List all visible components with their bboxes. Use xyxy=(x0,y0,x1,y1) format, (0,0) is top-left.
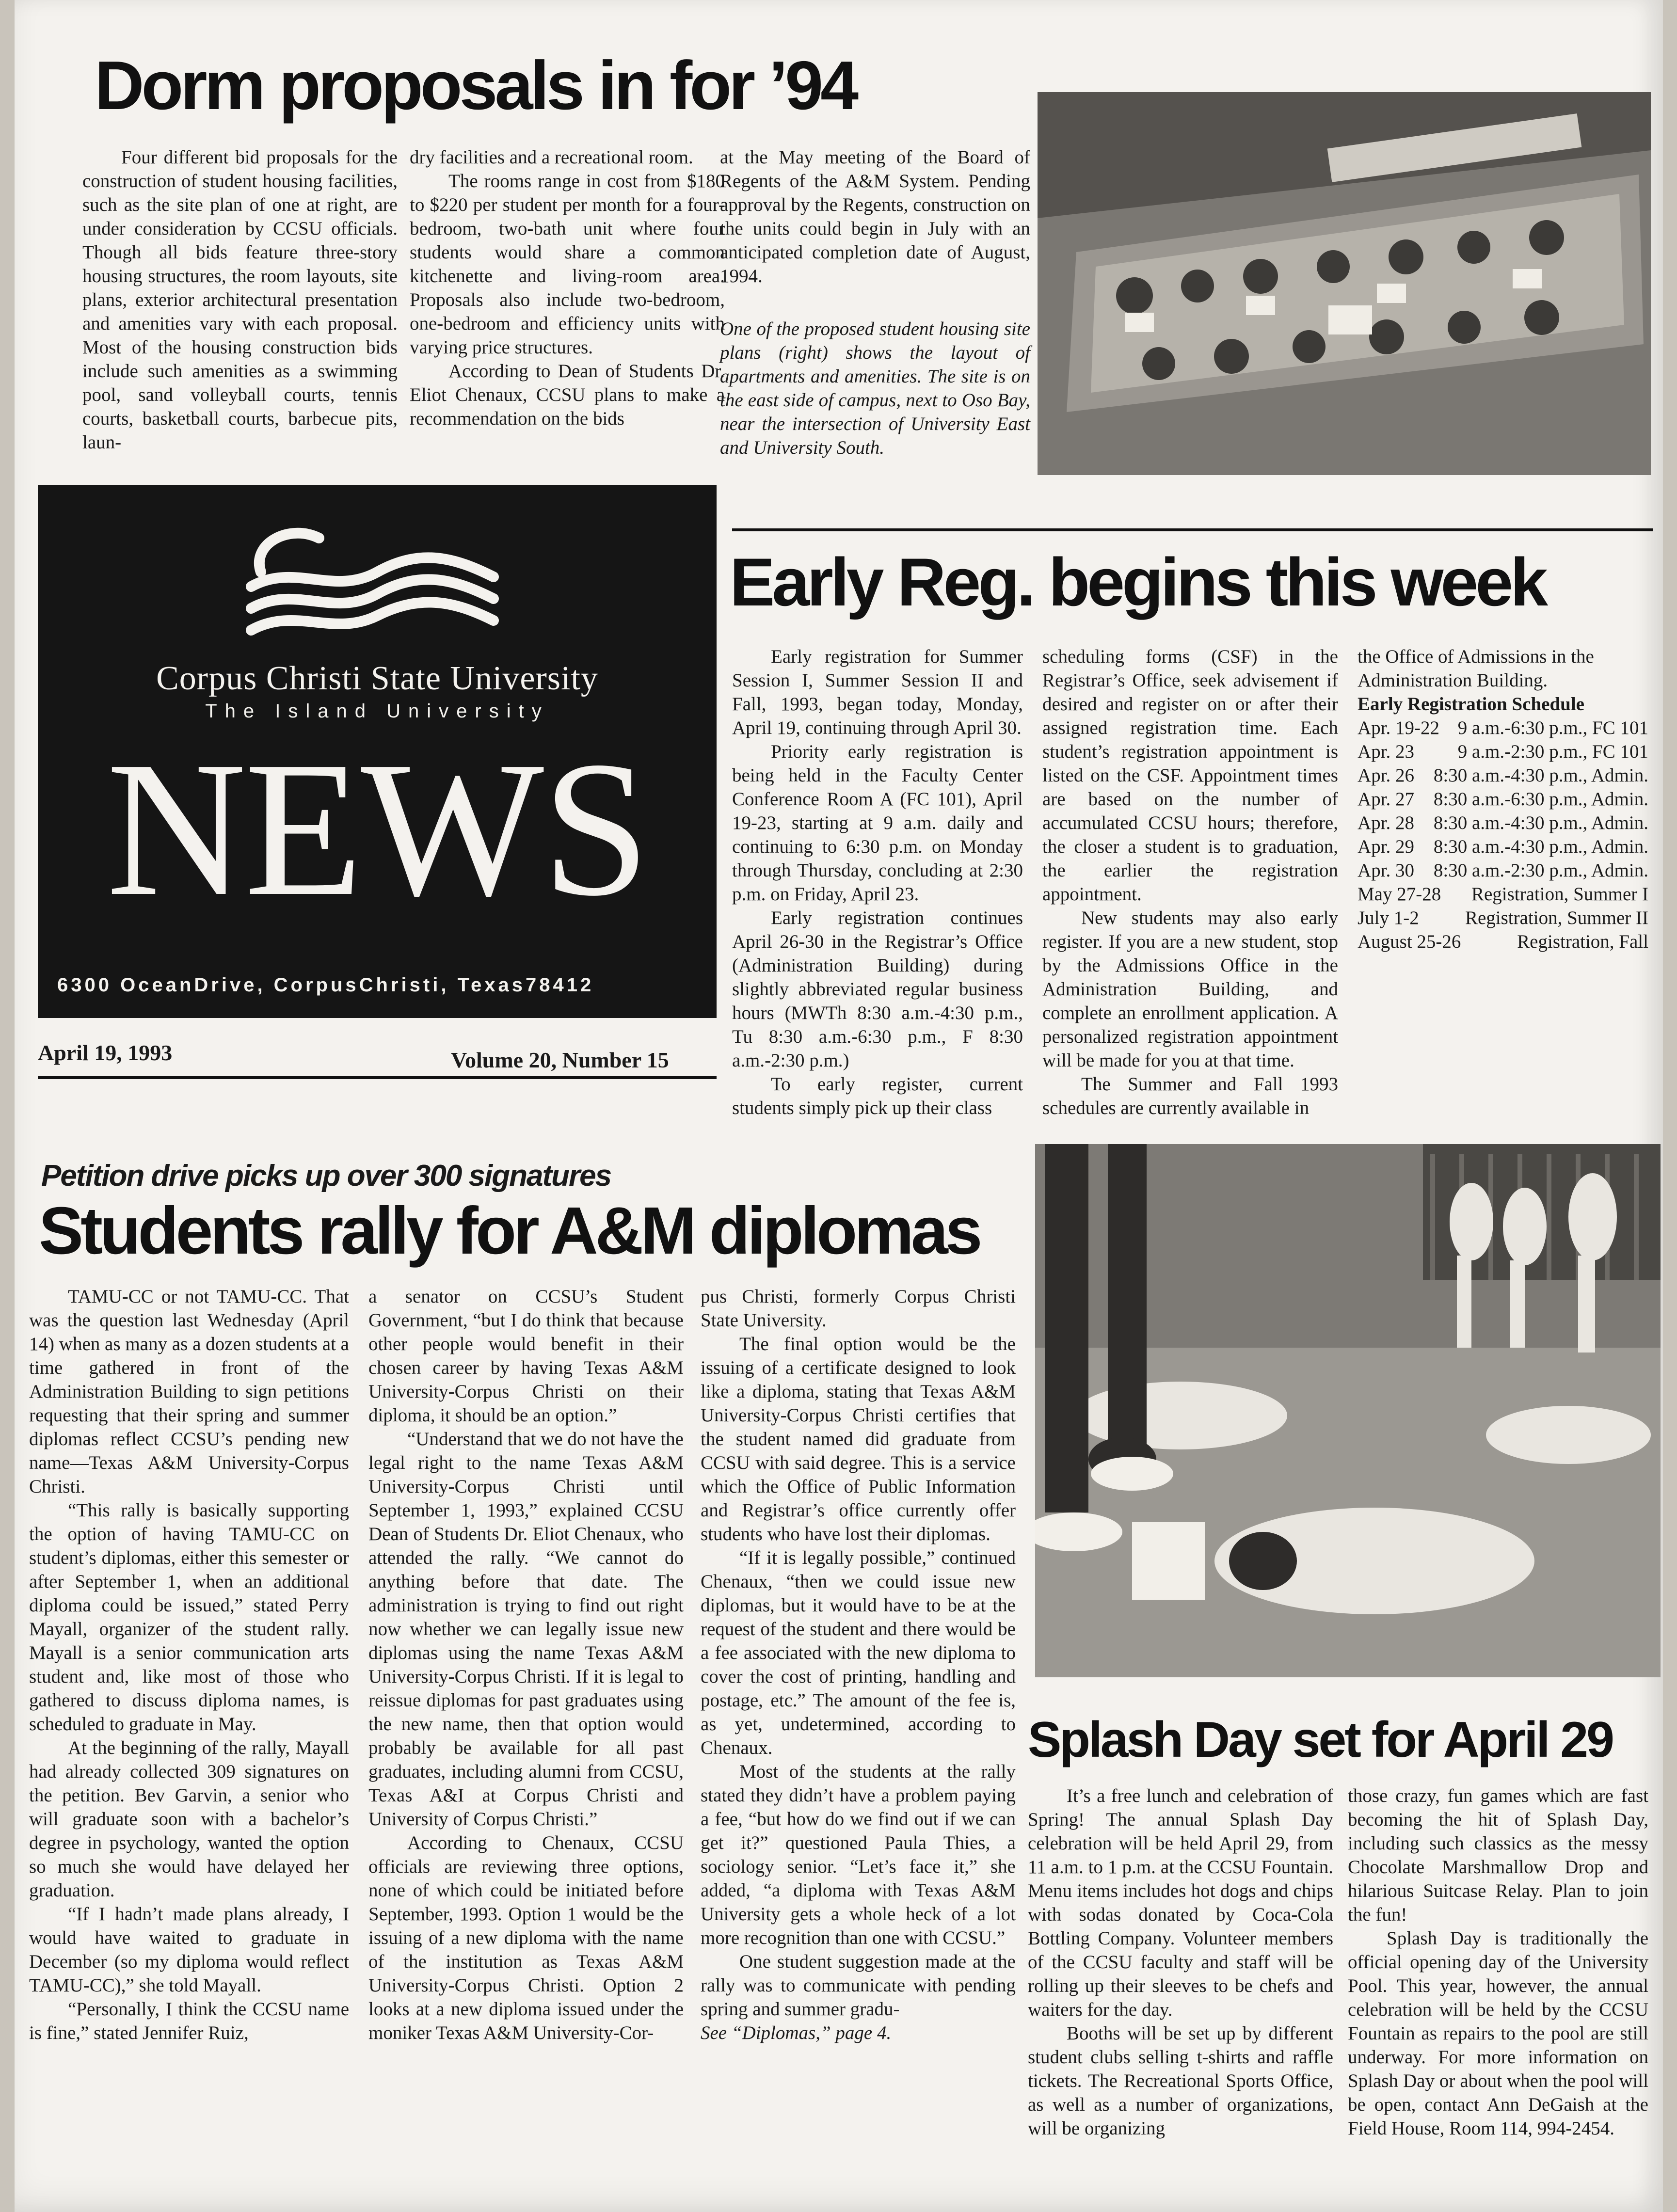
site-plan-illustration xyxy=(1038,92,1651,475)
schedule-row: August 25-26 Registration, Fall xyxy=(1358,931,1648,952)
reg-headline: Early Reg. begins this week xyxy=(730,544,1545,620)
masthead-rule xyxy=(38,1076,717,1079)
reg-col-2: scheduling forms (CSF) in the Registrar’s Office, seek advisement if desired and register on or after their assigned registration time. Each student’s registration appointment is listed on the CSF. Appointment times are based on the number of accumulated CCSU hours; therefore, the closer a student is to graduation, the earlier the registration appointment. New students may also early register. If you are a new student, stop by the Admissions Office in the Administration Building, and complete an enrollment application. A personalized registration appointment will be made for you at that time. The Summer and Fall 1993 schedules are currently available in xyxy=(1042,646,1338,1118)
masthead xyxy=(38,485,717,1018)
dorm-col-1: Four different bid proposals for the construction of student housing facilities, such as the site plan of one at right, are under consideration by CCSU officials. Though all bids feature three-story housing structures, the room layouts, site plans, exterior architectural presentation and amenities vary with each proposal. Most of the housing construction bids include such amenities as a swimming pool, sand volleyball courts, tennis courts, basketball courts, barbecue pits, laun- xyxy=(82,147,398,453)
schedule-row: July 1-2 Registration, Summer II xyxy=(1358,907,1648,928)
issue-date: April 19, 1993 xyxy=(38,1040,173,1065)
rally-headline: Students rally for A&M diplomas xyxy=(39,1194,980,1268)
site-plan-photo xyxy=(1038,92,1651,475)
splash-col-2: those crazy, fun games which are fast becoming the hit of Splash Day, including such classics as the messy Chocolate Marshmallow Drop and hilarious Suitcase Relay. Plan to join the fun! Splash Day is traditionally the official opening day of the University Pool. This year, however, the annual celebration will be held by the CCSU Fountain as repairs to the pool are still underway. For more information on Splash Day or about when the pool will be open, contact Ann DeGaish at the Field House, Room 114, 994-2454. xyxy=(1348,1785,1648,2139)
reg-top-rule xyxy=(732,528,1653,531)
waves-logo-icon xyxy=(222,514,523,640)
schedule-row: Apr. 23 9 a.m.-2:30 p.m., FC 101 xyxy=(1358,741,1648,762)
rally-col-3: pus Christi, formerly Corpus Christi State University. The final option would be the issuing of a certificate designed to look like a diploma, stating that Texas A&M University-Corpus Christi certifies that the student named did graduate from CCSU with said degree. This is a service which the Office of Public Information and Registrar’s office currently offer students who have lost their diplomas. “If it is legally possible,” continued Chenaux, “then we could issue new diplomas, but it would have to be at the request of the student and there would be a fee associated with the new diploma to cover the cost of printing, handling and postage, etc.” The amount of the fee is, as yet, undetermined, according to Chenaux. Most of the students at the rally stated they didn’t have a problem paying a fee, “but how do we find out if we can get it?” questioned Paula Thies, a sociology senior. “Let’s face it,” she added, “a diploma with Texas A&M University gets a whole heck of a lot more recognition than one with CCSU.” One student suggestion made at the rally was to communicate with pending spring and summer gradu- See “Diplomas,” page 4. xyxy=(701,1285,1016,2045)
schedule-row: May 27-28 Registration, Summer I xyxy=(1358,884,1648,905)
news-title: NEWS xyxy=(106,721,648,936)
splash-headline: Splash Day set for April 29 xyxy=(1028,1712,1613,1768)
reg-col-3: the Office of Admissions in the Administration Building. Early Registration Schedule Apr. 19-22 9 a.m.-6:30 p.m., FC 101 Apr. 23 9 a.m.-2:30 p.m., FC 101 Apr. 26 8:30 a.m.-4:30 p.m., Admin. Apr. 27 8:30 a.m.-6:30 p.m., Admin. Apr. 28 8:30 a.m.-4:30 p.m., Admin. Apr. 29 8:30 a.m.-4:30 p.m., Admin. Apr. 30 8:30 a.m.-2:30 p.m., Admin. May 27-28 Registration, Summer I July 1-2 Registration, Summer II August 25-26 Registration, Fall xyxy=(1358,645,1648,954)
schedule-list xyxy=(1358,716,1648,954)
rally-col-2: a senator on CCSU’s Student Government, “but I do think that because other people would benefit in their chosen career by having Texas A&M University-Corpus Christi on their diploma, it should be an option.” “Understand that we do not have the legal right to the name Texas A&M University-Corpus Christi until September 1, 1993,” explained CCSU Dean of Students Dr. Eliot Chenaux, who attended the rally. “We cannot do anything before that date. The administration is trying to find out right now whether we can legally issue new diplomas using the name Texas A&M University-Corpus Christi. If it is legal to reissue diplomas for past graduates using the new name, then that option would probably be available for all past graduates, including alumni from CCSU, Texas A&I at Corpus Christi and University of Corpus Christi.” According to Chenaux, CCSU officials are reviewing three options, none of which could be initiated before September, 1993. Option 1 would be the issuing of a new diploma with the name of the institution as Texas A&M University-Corpus Christi. Option 2 looks at a new diploma issued under the moniker Texas A&M University-Cor- xyxy=(368,1286,684,2043)
dorm-col-2: dry facilities and a recreational room. The rooms range in cost from $180 to $220 per student per month for a four-bedroom, two-bath unit where four students would share a common kitchenette and living-room area. Proposals also include two-bedroom, one-bedroom and efficiency units with varying price structures. According to Dean of Students Dr. Eliot Chenaux, CCSU plans to make a recommendation on the bids xyxy=(410,147,725,429)
dorm-col-3: at the May meeting of the Board of Regents of the A&M System. Pending approval by the Regents, construction on the units could begin in July with an anticipated completion date of August, 1994. One of the proposed student housing site plans (right) shows the layout of apartments and amenities. The site is on the east side of campus, next to Oso Bay, near the intersection of University East and University South. xyxy=(720,145,1030,460)
rally-photo xyxy=(1035,1144,1661,1677)
schedule-row: Apr. 30 8:30 a.m.-2:30 p.m., Admin. xyxy=(1358,860,1648,881)
dorm-headline: Dorm proposals in for ’94 xyxy=(95,47,856,124)
rally-kicker: Petition drive picks up over 300 signatures xyxy=(41,1159,611,1193)
schedule-title: Early Registration Schedule xyxy=(1358,694,1584,715)
issue-volume: Volume 20, Number 15 xyxy=(451,1048,669,1072)
schedule-row: Apr. 27 8:30 a.m.-6:30 p.m., Admin. xyxy=(1358,789,1648,810)
newspaper-page xyxy=(15,0,1663,2212)
schedule-row: Apr. 29 8:30 a.m.-4:30 p.m., Admin. xyxy=(1358,836,1648,857)
students-rally-illustration xyxy=(1035,1144,1661,1677)
university-name: Corpus Christi State University xyxy=(156,660,598,697)
university-tagline: The Island University xyxy=(205,700,549,722)
masthead-address: 6300 OceanDrive, CorpusChristi, Texas78412 xyxy=(57,974,594,996)
rally-jump-line: See “Diplomas,” page 4. xyxy=(701,2022,892,2043)
schedule-row: Apr. 26 8:30 a.m.-4:30 p.m., Admin. xyxy=(1358,765,1648,786)
rally-col-1: TAMU-CC or not TAMU-CC. That was the question last Wednesday (April 14) when as many as a dozen students at a time gathered in front of the Administration Building to sign petitions requesting that their spring and summer diplomas reflect CCSU’s pending new name—Texas A&M University-Corpus Christi. “This rally is basically supporting the option of having TAMU-CC on student’s diplomas, either this semester or after September 1, when an additional diploma could be issued,” stated Perry Mayall, organizer of the student rally. Mayall is a senior communication arts student and, like most of those who gathered to discuss diploma names, is scheduled to graduate in May. At the beginning of the rally, Mayall had already collected 309 signatures on the petition. Bev Garvin, a senior who will graduate soon with a bachelor’s degree in psychology, wanted the option so much she would have delayed her graduation. “If I hadn’t made plans already, I would have waited to graduate in December (so my diploma would reflect TAMU-CC),” she told Mayall. “Personally, I think the CCSU name is fine,” stated Jennifer Ruiz, xyxy=(29,1286,349,2043)
schedule-row: Apr. 19-22 9 a.m.-6:30 p.m., FC 101 xyxy=(1358,717,1648,738)
schedule-row: Apr. 28 8:30 a.m.-4:30 p.m., Admin. xyxy=(1358,812,1648,833)
splash-col-1: It’s a free lunch and celebration of Spring! The annual Splash Day celebration will be held April 29, from 11 a.m. to 1 p.m. at the CCSU Fountain. Menu items includes hot dogs and chips with sodas donated by Coca-Cola Bottling Company. Volunteer members of the CCSU faculty and staff will be rolling up their sleeves to be chefs and waiters for the day. Booths will be set up by different student clubs selling t-shirts and raffle tickets. The Recreational Sports Office, as well as a number of organizations, will be organizing xyxy=(1028,1785,1333,2139)
reg-col-1: Early registration for Summer Session I, Summer Session II and Fall, 1993, began today, Monday, April 19, continuing through April 30. Priority early registration is being held in the Faculty Center Conference Room A (FC 101), April 19-23, starting at 9 a.m. daily and continuing to 6:30 p.m. on Monday through Thursday, concluding at 2:30 p.m. on Friday, April 23. Early registration continues April 26-30 in the Registrar’s Office (Administration Building) during slightly abbreviated regular business hours (MWTh 8:30 a.m.-4:30 p.m., Tu 8:30 a.m.-6:30 p.m., F 8:30 a.m.-2:30 p.m.) To early register, current students simply pick up their class xyxy=(732,646,1023,1118)
site-plan-caption: One of the proposed student housing site plans (right) shows the layout of apartments and amenities. The site is on the east side of campus, next to Oso Bay, near the intersection of University East and University South. xyxy=(720,318,1030,458)
